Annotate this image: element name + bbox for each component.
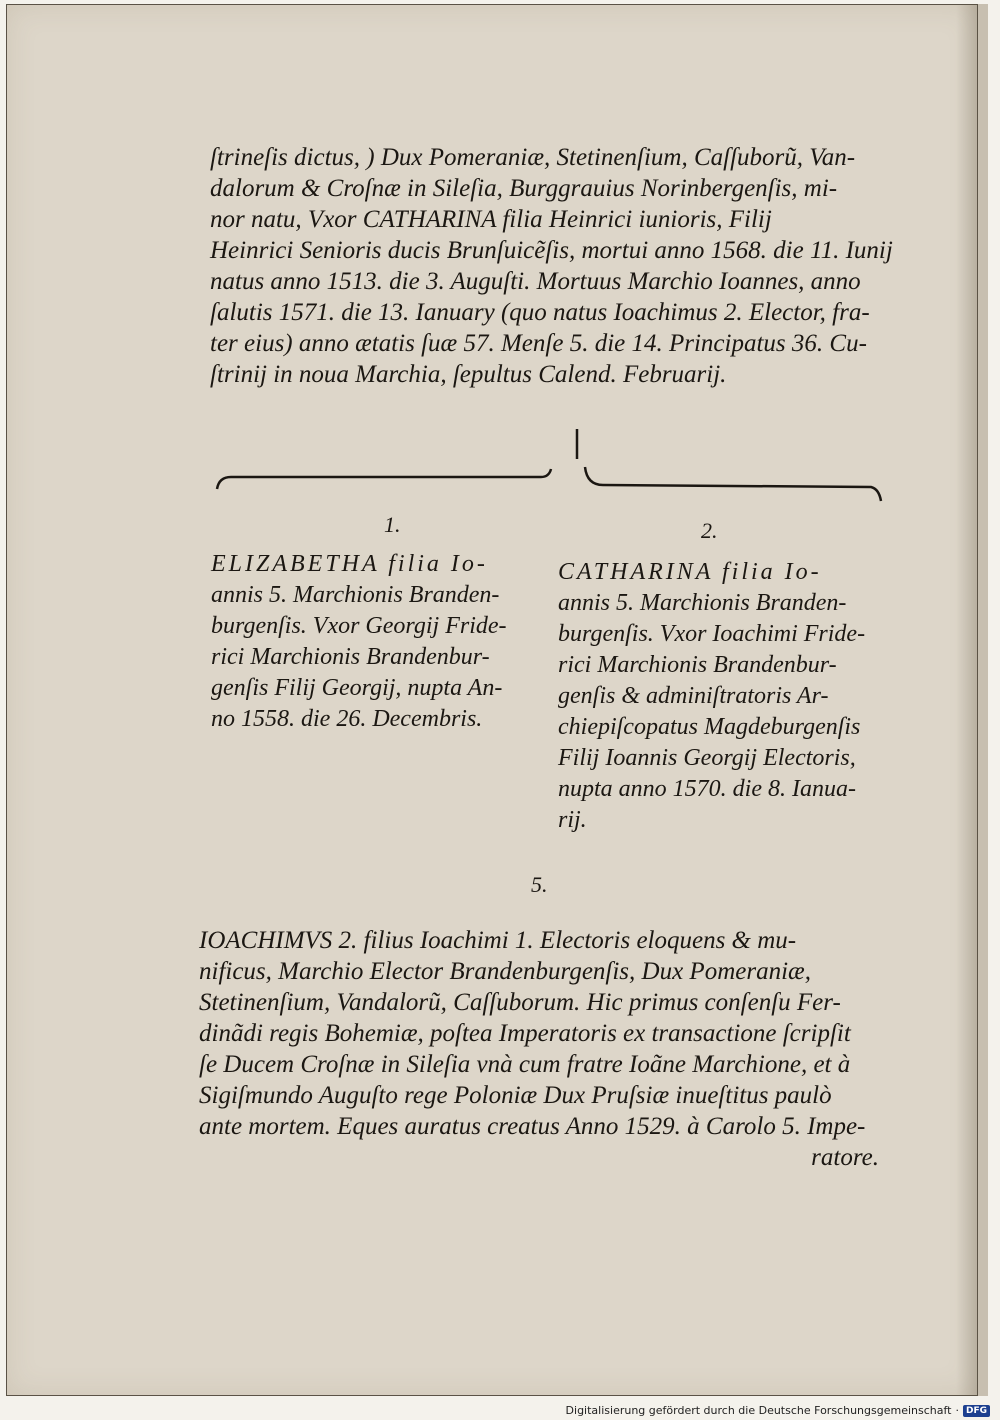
text-line: ſe Ducem Croſnæ in Sileſia vnà cum fratre Ioãne Marchione, et à [199,1051,851,1078]
top-paragraph [210,142,900,390]
text-line: rici Marchionis Brandenbur- [211,644,490,670]
text-line: Sigiſmundo Auguſto rege Poloniæ Dux Pruſsiæ inueſtitus paulò [199,1082,832,1109]
text-line: CATHARINA filia Io- [558,559,822,585]
text-line: rici Marchionis Brandenbur- [558,652,837,678]
text-line: annis 5. Marchionis Branden- [211,582,500,608]
dfg-logo-icon: DFG [963,1405,990,1417]
text-line: Filij Ioannis Georgij Electoris, [558,745,856,771]
text-line: nificus, Marchio Elector Brandenburgenſis, Dux Pomeraniæ, [199,958,811,985]
text-line: dinãdi regis Bohemiæ, poſtea Imperatoris ex transactione ſcripſit [199,1020,851,1047]
credit-text: Digitalisierung gefördert durch die Deutsche Forschungsgemeinschaft [565,1404,952,1417]
text-line: dalorum & Croſnæ in Sileſia, Burggrauius Norinbergenſis, mi- [210,175,838,202]
text-line: genſis & adminiſtratoris Ar- [558,683,829,709]
branch-right-entry [558,557,903,836]
branch-left-entry [211,549,546,735]
bottom-paragraph [199,925,899,1173]
genealogy-bracket [211,429,901,519]
text-line: no 1558. die 26. Decembris. [211,706,483,732]
text-line: ter eius) anno ætatis ſuæ 57. Menſe 5. die 14. Principatus 36. Cu- [210,330,867,357]
text-line: Heinrici Senioris ducis Brunſuicẽſis, mortui anno 1568. die 11. Iunij [210,237,893,264]
branch-number-left: 1. [384,512,401,537]
text-line: genſis Filij Georgij, nupta An- [211,675,503,701]
text-line: natus anno 1513. die 3. Auguſti. Mortuus Marchio Ioannes, anno [210,268,861,295]
text-line: chiepiſcopatus Magdeburgenſis [558,714,861,740]
text-line: Stetinenſium, Vandalorũ, Caſſuborum. Hic primus conſenſu Fer- [199,989,841,1016]
text-line: ante mortem. Eques auratus creatus Anno 1529. à Carolo 5. Impe- [199,1113,866,1140]
text-line: ſtrineſis dictus, ) Dux Pomeraniæ, Stetinenſium, Caſſuborũ, Van- [210,144,856,171]
text-line: ſtrinij in noua Marchia, ſepultus Calend. Februarij. [210,361,727,388]
text-line: ELIZABETHA filia Io- [211,551,488,577]
text-line: rij. [558,807,587,833]
text-line: IOACHIMVS 2. filius Ioachimi 1. Electoris eloquens & mu- [199,927,797,954]
text-line: nupta anno 1570. die 8. Ianua- [558,776,856,802]
branch-number-right: 2. [701,518,718,543]
section-number: 5. [531,872,548,897]
separator: · [955,1404,959,1417]
bracket-left-arm [217,469,551,489]
text-line: annis 5. Marchionis Branden- [558,590,847,616]
text-line: burgenſis. Vxor Ioachimi Fride- [558,621,866,647]
digitization-credit [566,1404,990,1417]
text-line: nor natu, Vxor CATHARINA filia Heinrici iunioris, Filij [210,206,772,233]
text-line: ratore. [811,1144,879,1171]
bracket-right-arm [585,467,881,501]
text-line: ſalutis 1571. die 13. Ianuary (quo natus Ioachimus 2. Elector, fra- [210,299,870,326]
text-line: burgenſis. Vxor Georgij Fride- [211,613,507,639]
scanned-page [6,4,988,1396]
page-edge-shadow [956,4,978,1396]
